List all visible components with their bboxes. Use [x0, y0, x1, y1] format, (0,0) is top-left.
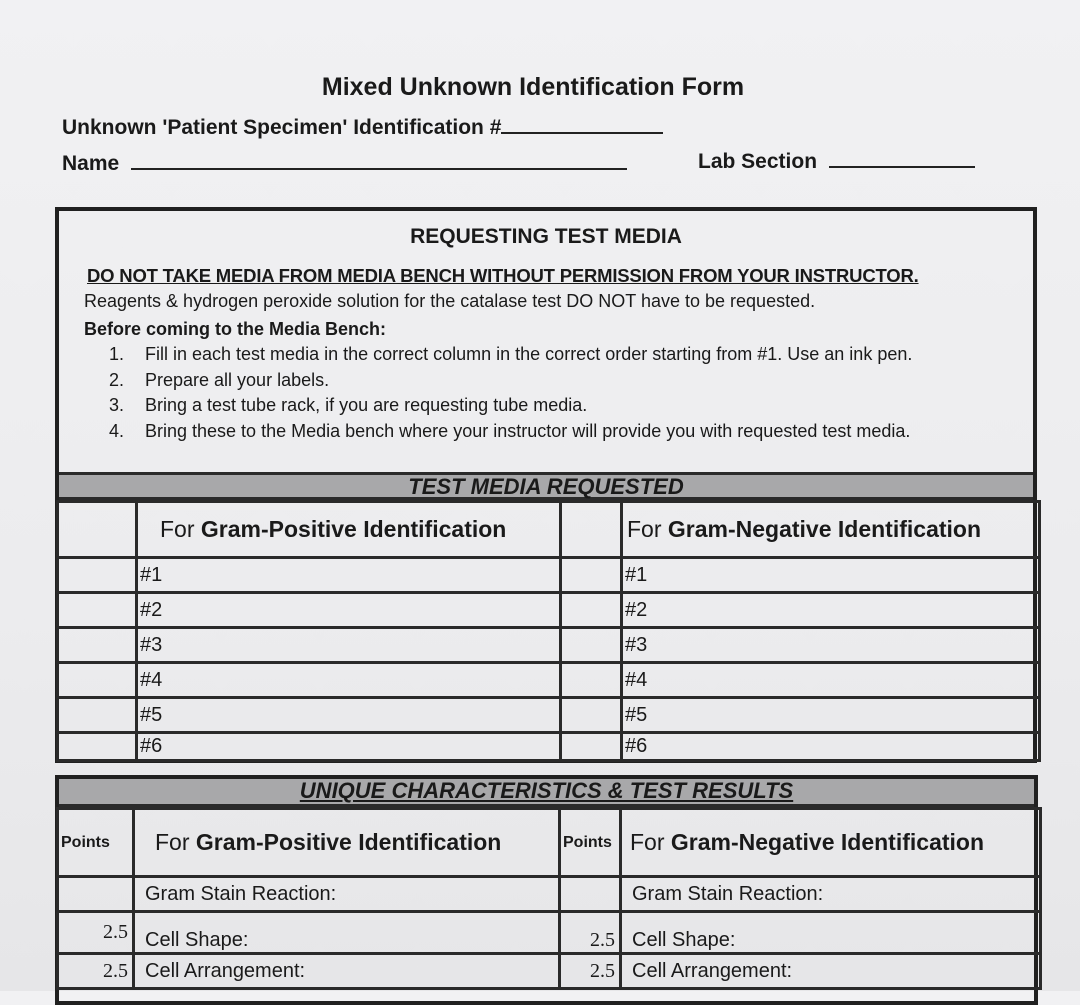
gp-result-cell[interactable]: Cell Arrangement: [134, 954, 560, 989]
unique-characteristics-band: UNIQUE CHARACTERISTICS & TEST RESULTS [59, 779, 1034, 807]
gn-points-header: Points [560, 809, 621, 877]
gp-result-cell[interactable]: Cell Shape: [134, 912, 560, 954]
gn-media-cell[interactable]: #5 [622, 698, 1040, 733]
gp-media-cell[interactable]: #3 [137, 628, 561, 663]
media-request-table [56, 500, 1041, 762]
step-number: 3. [109, 395, 125, 415]
gp-prefix: For [155, 829, 196, 855]
lab-section-row [698, 148, 975, 174]
specimen-id-field[interactable] [501, 114, 663, 134]
name-field[interactable] [131, 150, 627, 170]
name-label: Name [62, 152, 120, 175]
gn-prefix: For [627, 516, 668, 542]
step-text: Fill in each test media in the correct column in the correct order starting from #1. Use an ink pen. [145, 344, 913, 364]
gp-check-cell[interactable] [58, 558, 137, 593]
gp-check-cell[interactable] [58, 698, 137, 733]
gn-prefix: For [630, 829, 671, 855]
gp-media-cell[interactable]: #1 [137, 558, 561, 593]
gp-media-cell[interactable]: #5 [137, 698, 561, 733]
results-box [55, 775, 1038, 1005]
result-row [58, 954, 1041, 989]
gn-check-cell[interactable] [561, 558, 622, 593]
media-row [58, 593, 1040, 628]
media-row [58, 628, 1040, 663]
gn-media-cell[interactable]: #4 [622, 663, 1040, 698]
gp-check-cell[interactable] [58, 663, 137, 698]
permission-warning: DO NOT TAKE MEDIA FROM MEDIA BENCH WITHOUT PERMISSION FROM YOUR INSTRUCTOR. [87, 265, 919, 286]
gp-points-cell: 2.5 [58, 912, 134, 954]
gp-media-cell[interactable]: #4 [137, 663, 561, 698]
gp-header [137, 502, 561, 558]
step-number: 1. [109, 344, 125, 364]
step-item [109, 395, 912, 421]
step-number: 2. [109, 369, 125, 390]
step-item [109, 421, 912, 447]
lab-section-field[interactable] [829, 148, 975, 168]
gp-media-cell[interactable]: #2 [137, 593, 561, 628]
step-text: Prepare all your labels. [145, 369, 330, 390]
gp-results-header [134, 809, 560, 877]
gn-check-cell[interactable] [561, 698, 622, 733]
gn-points-cell [560, 877, 621, 912]
gn-check-cell[interactable] [561, 593, 622, 628]
gn-header [622, 502, 1040, 558]
result-row [58, 877, 1041, 912]
gn-result-cell[interactable]: Cell Arrangement: [621, 954, 1041, 989]
test-media-requested-band: TEST MEDIA REQUESTED [59, 472, 1033, 500]
media-row [58, 663, 1040, 698]
gp-check-cell[interactable] [58, 593, 137, 628]
step-item [109, 344, 912, 370]
gn-blank-header [561, 502, 622, 558]
gp-result-cell[interactable]: Gram Stain Reaction: [134, 877, 560, 912]
gn-points-cell: 2.5 [560, 954, 621, 989]
results-table [56, 807, 1042, 990]
gp-points-header: Points [58, 809, 134, 877]
gn-media-cell[interactable]: #2 [622, 593, 1040, 628]
gn-media-cell[interactable]: #6 [622, 733, 1040, 761]
before-heading: Before coming to the Media Bench: [84, 319, 387, 339]
gn-results-header [621, 809, 1041, 877]
step-number: 4. [109, 420, 125, 441]
gp-check-cell[interactable] [58, 733, 137, 761]
step-item [109, 370, 912, 396]
specimen-id-row [62, 114, 663, 140]
steps-list [109, 344, 912, 446]
gn-bold: Gram-Negative Identification [670, 829, 985, 855]
step-text: Bring a test tube rack, if you are requesting tube media. [145, 395, 588, 415]
form-title: Mixed Unknown Identification Form [321, 73, 745, 101]
media-row [58, 733, 1040, 761]
gn-points-cell: 2.5 [560, 912, 621, 954]
requesting-title: REQUESTING TEST MEDIA [410, 225, 682, 248]
results-table-header [58, 809, 1041, 877]
gp-check-cell[interactable] [58, 628, 137, 663]
gp-bold: Gram-Positive Identification [195, 829, 502, 855]
requesting-media-box [55, 207, 1037, 763]
gp-blank-header [58, 502, 137, 558]
gn-media-cell[interactable]: #3 [622, 628, 1040, 663]
specimen-id-label: Unknown 'Patient Specimen' Identification # [62, 116, 502, 139]
step-text: Bring these to the Media bench where your instructor will provide you with requested test media. [145, 420, 911, 441]
gp-media-cell[interactable]: #6 [137, 733, 561, 761]
gn-media-cell[interactable]: #1 [622, 558, 1040, 593]
gn-check-cell[interactable] [561, 733, 622, 761]
gp-bold: Gram-Positive Identification [200, 516, 507, 542]
gp-points-cell [58, 877, 134, 912]
gp-points-cell: 2.5 [58, 954, 134, 989]
gn-result-cell[interactable]: Gram Stain Reaction: [621, 877, 1041, 912]
name-row [62, 150, 627, 176]
media-table-header [58, 502, 1040, 558]
reagents-note: Reagents & hydrogen peroxide solution for the catalase test DO NOT have to be requested. [84, 291, 816, 311]
gn-bold: Gram-Negative Identification [667, 516, 982, 542]
gn-check-cell[interactable] [561, 628, 622, 663]
lab-section-label: Lab Section [698, 150, 818, 173]
media-row [58, 558, 1040, 593]
result-row [58, 912, 1041, 954]
gn-check-cell[interactable] [561, 663, 622, 698]
media-row [58, 698, 1040, 733]
gn-result-cell[interactable]: Cell Shape: [621, 912, 1041, 954]
gp-prefix: For [160, 516, 201, 542]
